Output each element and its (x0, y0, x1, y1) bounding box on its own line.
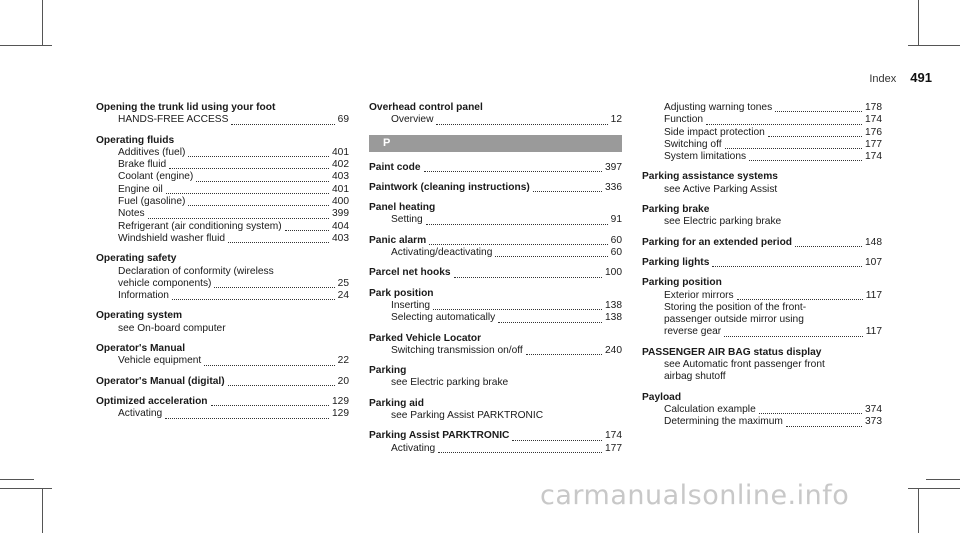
page-ref[interactable]: 22 (337, 355, 349, 367)
dot-leader (454, 277, 602, 278)
page-ref[interactable]: 401 (332, 183, 349, 195)
dot-leader (166, 193, 329, 194)
index-entry (369, 182, 622, 194)
heading-text: Panel heating (369, 202, 436, 214)
index-subentry (369, 247, 622, 259)
index-subentry (642, 371, 882, 383)
index-heading (96, 310, 349, 322)
index-subentry (96, 278, 349, 290)
index-subentry (369, 114, 622, 126)
subentry-text: Additives (fuel) (118, 146, 186, 158)
index-entry (96, 376, 349, 388)
dot-leader (512, 440, 602, 441)
subentry-text: Determining the maximum (664, 416, 783, 428)
subentry-text: passenger outside mirror using (664, 314, 804, 326)
index-subentry (642, 102, 882, 114)
index-heading (369, 398, 622, 410)
subentry-text: see Parking Assist PARKTRONIC (391, 410, 544, 422)
dot-leader (231, 124, 334, 125)
page-ref[interactable]: 138 (605, 299, 622, 311)
index-entry (642, 171, 882, 196)
index-column-1 (96, 102, 349, 421)
dot-leader (775, 111, 862, 112)
subentry-text: Switching off (664, 138, 722, 150)
page-ref[interactable]: 399 (332, 208, 349, 220)
index-subentry (642, 127, 882, 139)
page-ref[interactable]: 174 (605, 430, 622, 442)
index-entry (369, 235, 622, 260)
index-heading (96, 343, 349, 355)
subentry-text: see Electric parking brake (391, 377, 509, 389)
index-entry (369, 267, 622, 279)
index-subentry (96, 114, 349, 126)
subentry-text: Coolant (engine) (118, 171, 194, 183)
dot-leader (228, 385, 335, 386)
subentry-text: see Active Parking Assist (664, 183, 778, 195)
subentry-text: Switching transmission on/off (391, 344, 523, 356)
heading-text: Parcel net hooks (369, 267, 451, 279)
page-ref[interactable]: 403 (332, 171, 349, 183)
index-heading (642, 237, 882, 249)
heading-text: Parked Vehicle Locator (369, 332, 482, 344)
dot-leader (285, 230, 329, 231)
index-subentry (642, 290, 882, 302)
index-subentry (642, 151, 882, 163)
page-ref[interactable]: 60 (610, 247, 622, 259)
heading-text: Parking Assist PARKTRONIC (369, 430, 510, 442)
heading-text: Optimized acceleration (96, 395, 208, 407)
index-subentry (642, 314, 882, 326)
page-ref[interactable]: 397 (605, 161, 622, 173)
index-entry (369, 162, 622, 174)
page-ref[interactable]: 100 (605, 267, 622, 279)
dot-leader (169, 168, 329, 169)
index-subentry (369, 377, 622, 389)
page-ref[interactable]: 240 (605, 344, 622, 356)
index-subentry (642, 302, 882, 314)
heading-text: Park position (369, 287, 434, 299)
dot-leader (211, 405, 329, 406)
index-subentry (96, 171, 349, 183)
subentry-text: Notes (118, 208, 145, 220)
subentry-text: airbag shutoff (664, 371, 726, 383)
index-entry (642, 204, 882, 229)
dot-leader (725, 148, 862, 149)
subentry-text: Brake fluid (118, 159, 167, 171)
index-entry (96, 102, 349, 127)
index-subentry (96, 184, 349, 196)
dot-leader (438, 452, 602, 453)
heading-text: Parking lights (642, 256, 710, 268)
index-subentry (96, 159, 349, 171)
index-heading (96, 396, 349, 408)
page-ref[interactable]: 177 (605, 442, 622, 454)
index-subentry (96, 147, 349, 159)
subentry-text: Overview (391, 114, 434, 126)
subentry-text: Setting (391, 214, 423, 226)
index-subentry (96, 196, 349, 208)
watermark: carmanualsonline.info (540, 480, 850, 511)
index-heading (369, 202, 622, 214)
index-heading (642, 392, 882, 404)
heading-text: Parking brake (642, 204, 710, 216)
crop-mark (918, 0, 919, 46)
index-column-3 (642, 102, 882, 429)
index-subentry (96, 266, 349, 278)
index-entry (96, 396, 349, 421)
page-ref[interactable]: 401 (332, 146, 349, 158)
heading-text: Parking aid (369, 397, 424, 409)
index-entry (369, 398, 622, 423)
index-subentry (96, 408, 349, 420)
subentry-text: Activating (118, 408, 163, 420)
page-ref[interactable]: 129 (332, 408, 349, 420)
index-entry (369, 365, 622, 390)
page-ref[interactable]: 25 (337, 277, 349, 289)
page-ref[interactable]: 174 (865, 114, 882, 126)
dot-leader (498, 322, 602, 323)
index-entry (369, 102, 622, 127)
index-heading (369, 235, 622, 247)
index-entry (642, 392, 882, 429)
index-subentry (642, 216, 882, 228)
subentry-text: see Electric parking brake (664, 216, 782, 228)
page-ref[interactable]: 24 (337, 290, 349, 302)
dot-leader (795, 246, 862, 247)
crop-mark (0, 488, 52, 489)
index-heading (642, 171, 882, 183)
dot-leader (148, 218, 329, 219)
subentry-text: Activating/deactivating (391, 247, 493, 259)
page-ref[interactable]: 374 (865, 403, 882, 415)
subentry-text: System limitations (664, 151, 747, 163)
heading-text: Overhead control panel (369, 102, 483, 113)
subentry-text: Vehicle equipment (118, 355, 202, 367)
heading-text: Parking position (642, 277, 722, 289)
subentry-text: Function (664, 114, 704, 126)
index-subentry (369, 410, 622, 422)
subentry-text: Engine oil (118, 183, 163, 195)
page-ref[interactable]: 69 (337, 114, 349, 126)
page-ref[interactable]: 129 (332, 395, 349, 407)
page-ref[interactable]: 12 (610, 114, 622, 126)
page-ref[interactable]: 336 (605, 181, 622, 193)
index-heading (642, 204, 882, 216)
subentry-text: vehicle components) (118, 277, 212, 289)
crop-mark (908, 45, 960, 46)
index-heading (369, 162, 622, 174)
section-letter: P (369, 135, 622, 152)
heading-text: Panic alarm (369, 234, 427, 246)
index-subentry (96, 355, 349, 367)
page-ref[interactable]: 117 (865, 326, 882, 338)
dot-leader (768, 136, 862, 137)
dot-leader (196, 181, 329, 182)
index-entry (642, 257, 882, 269)
subentry-text: Storing the position of the front- (664, 301, 807, 313)
subentry-text: Calculation example (664, 403, 756, 415)
index-heading (369, 267, 622, 279)
subentry-text: Declaration of conformity (wireless (118, 265, 274, 277)
page-ref[interactable]: 373 (865, 416, 882, 428)
page-ref[interactable]: 404 (332, 220, 349, 232)
subentry-text: HANDS-FREE ACCESS (118, 114, 229, 126)
index-subentry (369, 300, 622, 312)
index-subentry (96, 323, 349, 335)
index-heading (369, 102, 622, 114)
dot-leader (188, 205, 329, 206)
heading-text: Operating safety (96, 253, 177, 265)
index-subentry (369, 214, 622, 226)
heading-text: Opening the trunk lid using your foot (96, 102, 276, 113)
heading-text: Paint code (369, 161, 421, 173)
dot-leader (786, 426, 862, 427)
dot-leader (724, 336, 863, 337)
index-subentry (96, 290, 349, 302)
index-subentry (642, 114, 882, 126)
index-subentry (369, 345, 622, 357)
heading-text: Operator's Manual (digital) (96, 375, 225, 387)
index-heading (369, 430, 622, 442)
dot-leader (436, 124, 607, 125)
dot-leader (165, 418, 329, 419)
header-label: Index (869, 73, 897, 85)
subentry-text: reverse gear (664, 326, 722, 338)
subentry-text: see Automatic front passenger front (664, 359, 825, 371)
index-subentry (642, 184, 882, 196)
heading-text: Parking (369, 365, 407, 377)
index-entry (369, 430, 622, 455)
dot-leader (424, 171, 602, 172)
dot-leader (495, 256, 607, 257)
index-entry (96, 253, 349, 302)
dot-leader (204, 365, 334, 366)
dot-leader (533, 191, 602, 192)
index-column-2 (369, 102, 622, 455)
crop-mark (926, 479, 960, 480)
index-entry (369, 333, 622, 358)
page-ref[interactable]: 178 (865, 102, 882, 113)
index-heading (642, 257, 882, 269)
index-subentry (642, 416, 882, 428)
index-heading (369, 365, 622, 377)
dot-leader (749, 160, 862, 161)
dot-leader (228, 242, 329, 243)
dot-leader (737, 299, 863, 300)
index-entry (369, 202, 622, 227)
page-number: 491 (910, 70, 932, 85)
index-entry (642, 237, 882, 249)
page-header (869, 72, 932, 85)
heading-text: Paintwork (cleaning instructions) (369, 181, 530, 193)
index-subentry (96, 208, 349, 220)
page-ref[interactable]: 60 (610, 234, 622, 246)
dot-leader (706, 124, 862, 125)
page-ref[interactable]: 107 (865, 256, 882, 268)
dot-leader (172, 299, 335, 300)
index-entry (642, 347, 882, 384)
index-subentry (96, 233, 349, 245)
heading-text: Parking for an extended period (642, 236, 793, 248)
dot-leader (433, 309, 602, 310)
subentry-text: Selecting automatically (391, 312, 496, 324)
index-entry (369, 288, 622, 325)
heading-text: Operator's Manual (96, 343, 186, 355)
index-heading (642, 277, 882, 289)
index-heading (96, 135, 349, 147)
index-heading (96, 102, 349, 114)
heading-text: Operating fluids (96, 134, 175, 146)
index-subentry (369, 312, 622, 324)
crop-mark (42, 488, 43, 533)
index-entry (96, 343, 349, 368)
heading-text: Operating system (96, 310, 183, 322)
index-subentry (96, 221, 349, 233)
page-ref[interactable]: 20 (337, 375, 349, 387)
dot-leader (526, 354, 602, 355)
page-ref[interactable]: 91 (610, 214, 622, 226)
index-subentry (642, 404, 882, 416)
heading-text: Parking assistance systems (642, 171, 778, 183)
index-subentry (642, 359, 882, 371)
heading-text: PASSENGER AIR BAG status display (642, 346, 822, 358)
page-ref[interactable]: 148 (865, 236, 882, 248)
page-ref[interactable]: 403 (332, 232, 349, 244)
dot-leader (188, 156, 329, 157)
index-entry (96, 310, 349, 335)
index-heading (642, 347, 882, 359)
index-heading (369, 288, 622, 300)
subentry-text: Exterior mirrors (664, 289, 734, 301)
dot-leader (214, 287, 334, 288)
dot-leader (426, 224, 608, 225)
crop-mark (0, 45, 52, 46)
index-entry (642, 277, 882, 338)
index-entry (96, 135, 349, 246)
crop-mark (908, 488, 960, 489)
subentry-text: Adjusting warning tones (664, 102, 773, 113)
page-ref[interactable]: 138 (605, 312, 622, 324)
subentry-text: Activating (391, 442, 436, 454)
page-ref[interactable]: 176 (865, 126, 882, 138)
index-heading (96, 253, 349, 265)
dot-leader (712, 266, 862, 267)
index-entry (642, 102, 882, 163)
page-ref[interactable]: 174 (865, 151, 882, 163)
crop-mark (0, 479, 34, 480)
subentry-text: Windshield washer fluid (118, 232, 226, 244)
subentry-text: see On-board computer (118, 322, 226, 334)
page-ref[interactable]: 177 (865, 138, 882, 150)
crop-mark (918, 488, 919, 533)
index-heading (96, 376, 349, 388)
index-heading (369, 333, 622, 345)
index-subentry (642, 139, 882, 151)
page-ref[interactable]: 117 (865, 289, 882, 301)
crop-mark (42, 0, 43, 46)
subentry-text: Side impact protection (664, 126, 765, 138)
page-ref[interactable]: 400 (332, 196, 349, 208)
subentry-text: Fuel (gasoline) (118, 196, 186, 208)
index-heading (369, 182, 622, 194)
index-subentry (642, 326, 882, 338)
subentry-text: Inserting (391, 299, 431, 311)
index-subentry (369, 443, 622, 455)
dot-leader (759, 413, 862, 414)
subentry-text: Refrigerant (air conditioning system) (118, 220, 282, 232)
heading-text: Payload (642, 391, 682, 403)
dot-leader (429, 244, 607, 245)
subentry-text: Information (118, 290, 169, 302)
page-ref[interactable]: 402 (332, 159, 349, 171)
